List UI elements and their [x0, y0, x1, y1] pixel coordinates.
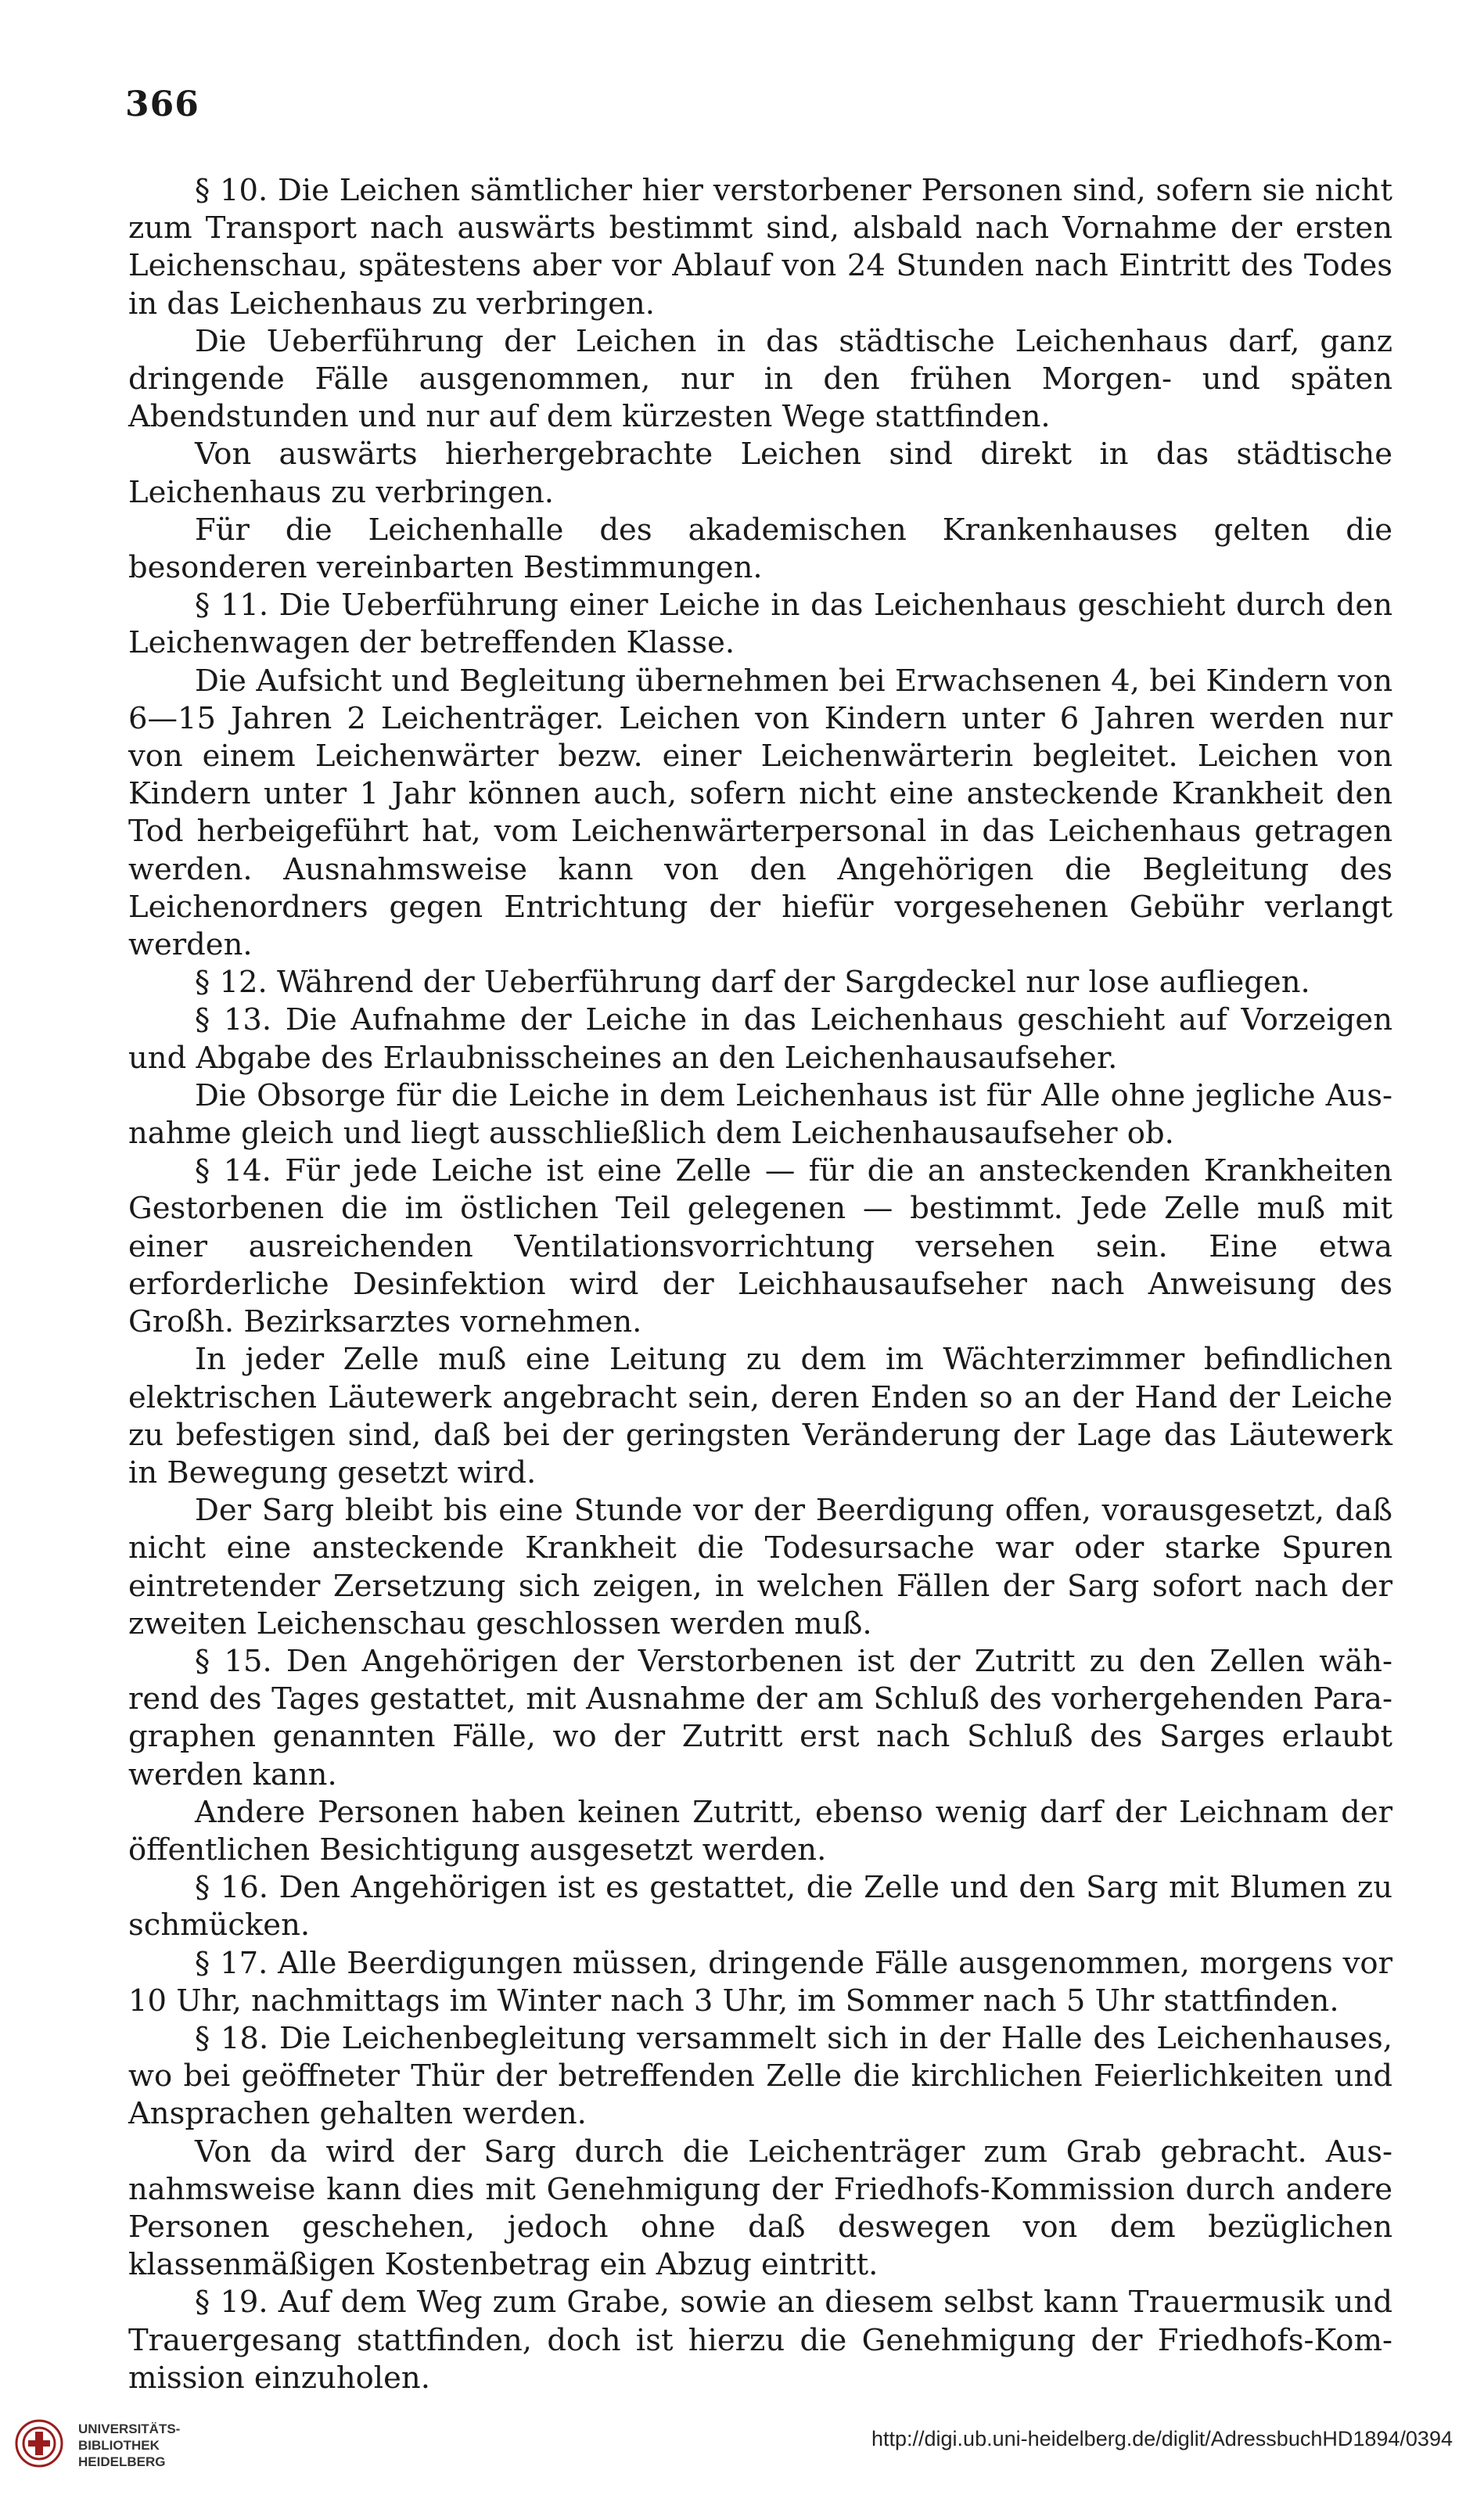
library-name	[78, 2421, 180, 2470]
library-name-line: UNIVERSITÄTS-	[78, 2422, 181, 2436]
paragraph: In jeder Zelle muß eine Leitung zu dem im Wächterzimmer befindlichen elektrischen Läutewerk angebracht sein, deren Enden so an der Hand der Leiche zu befestigen sind, daß bei der geringsten Veränderung der Lage das Läutewerk in Bewegung gesetzt wird.	[128, 1342, 1392, 1490]
paragraph: § 11. Die Ueberführung einer Leiche in das Leichenhaus geschieht durch den Leichenwagen der betreffenden Klasse.	[128, 588, 1392, 661]
paragraph: § 14. Für jede Leiche ist eine Zelle — für die an ansteckenden Krankheiten Gestorbenen die im östlichen Teil gelegenen — bestimmt. Jede Zelle muß mit einer ausreichenden Ventilationsvorrichtung versehen sein. Eine etwa erforderliche Desinfektion wird der Leichhausaufseher nach Anweisung des Großh. Bezirksarztes vornehmen.	[128, 1153, 1392, 1340]
document-body	[128, 172, 1392, 2397]
library-name-line: BIBLIOTHEK	[78, 2438, 160, 2453]
paragraph: § 12. Während der Ueberführung darf der Sargdeckel nur lose aufliegen.	[195, 965, 1310, 1001]
paragraph: Für die Leichenhalle des akademischen Krankenhauses gelten die besonderen vereinbarten Bestimmungen.	[128, 512, 1392, 586]
paragraph: § 19. Auf dem Weg zum Grabe, sowie an diesem selbst kann Trauermusik und Trauergesang stattfinden, doch ist hierzu die Genehmigung der Friedhofs-Kommission einzuholen.	[128, 2285, 1392, 2396]
paragraph: § 15. Den Angehörigen der Verstorbenen ist der Zutritt zu den Zellen während des Tages gestattet, mit Ausnahme der am Schluß des vorhergehenden Paragraphen genannten Fälle, wo der Zutritt erst nach Schluß des Sarges erlaubt werden kann.	[128, 1643, 1392, 1792]
paragraph: § 16. Den Angehörigen ist es gestattet, die Zelle und den Sarg mit Blumen zu schmücken.	[128, 1870, 1392, 1943]
paragraph: § 13. Die Aufnahme der Leiche in das Leichenhaus geschieht auf Vorzeigen und Abgabe des Erlaubnisscheines an den Leichenhausaufseher.	[128, 1002, 1392, 1076]
paragraph: Die Obsorge für die Leiche in dem Leichenhaus ist für Alle ohne jegliche Ausnahme gleich und liegt ausschließlich dem Leichenhausaufseher ob.	[128, 1077, 1392, 1152]
paragraph: Der Sarg bleibt bis eine Stunde vor der Beerdigung offen, vorausgesetzt, daß nicht eine ansteckende Krankheit die Todesursache war oder starke Spuren eintretender Zersetzung sich zeigen, in welchen Fällen der Sarg sofort nach der zweiten Leichenschau geschlossen werden muß.	[128, 1493, 1392, 1641]
paragraph: Die Ueberführung der Leichen in das städtische Leichenhaus darf, ganz dringende Fälle ausgenommen, nur in den frühen Morgen- und späten Abendstunden und nur auf dem kürzesten Wege stattfinden.	[128, 323, 1392, 435]
paragraph: Die Aufsicht und Begleitung übernehmen bei Erwachsenen 4, bei Kindern von 6—15 Jahren 2 Leichenträger. Leichen von Kindern unter 6 Jahren werden nur von einem Leichenwärter bezw. einer Leichenwärterin begleitet. Leichen von Kindern unter 1 Jahr können auch, sofern nicht eine ansteckende Krankheit den Tod herbeigeführt hat, vom Leichenwärterpersonal in das Leichenhaus getragen werden. Ausnahmsweise kann von den Angehörigen die Begleitung des Leichenordners gegen Entrichtung der hiefür vorgesehenen Gebühr verlangt werden.	[128, 663, 1392, 963]
footer	[0, 2394, 1484, 2488]
paragraph: § 18. Die Leichenbegleitung versammelt sich in der Halle des Leichenhauses, wo bei geöffneter Thür der betreffenden Zelle die kirchlichen Feierlichkeiten und Ansprachen gehalten werden.	[128, 2020, 1392, 2132]
paragraph: Von da wird der Sarg durch die Leichenträger zum Grab gebracht. Ausnahmsweise kann dies mit Genehmigung der Friedhofs-Kommission durch andere Personen geschehen, jedoch ohne daß deswegen von dem bezüglichen klassenmäßigen Kostenbetrag ein Abzug eintritt.	[128, 2134, 1392, 2283]
paragraph: § 17. Alle Beerdigungen müssen, dringende Fälle ausgenommen, morgens vor 10 Uhr, nachmittags im Winter nach 3 Uhr, im Sommer nach 5 Uhr stattfinden.	[128, 1945, 1392, 2019]
paragraph: § 10. Die Leichen sämtlicher hier verstorbener Personen sind, sofern sie nicht zum Transport nach auswärts bestimmt sind, alsbald nach Vornahme der ersten Leichenschau, spätestens aber vor Ablauf von 24 Stunden nach Eintritt des Todes in das Leichenhaus zu verbringen.	[128, 173, 1392, 322]
paragraph: Andere Personen haben keinen Zutritt, ebenso wenig darf der Leichnam der öffentlichen Besichtigung ausgesetzt werden.	[128, 1794, 1392, 1868]
university-library-seal-icon[interactable]	[14, 2416, 64, 2471]
source-url-link[interactable]: http://digi.ub.uni-heidelberg.de/diglit/AdressbuchHD1894/0394	[871, 2427, 1453, 2450]
library-name-line: HEIDELBERG	[78, 2454, 166, 2469]
paragraph: Von auswärts hierhergebrachte Leichen sind direkt in das städtische Leichenhaus zu verbringen.	[128, 437, 1392, 510]
page-number: 366	[125, 84, 199, 124]
